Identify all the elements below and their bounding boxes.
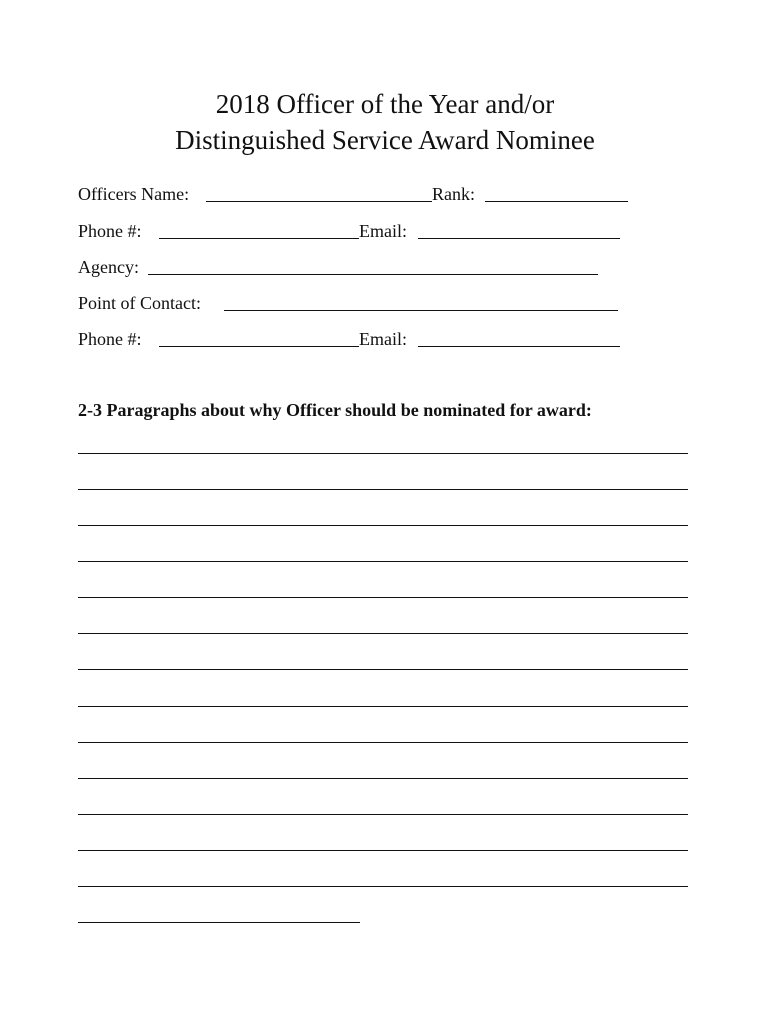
form-title-line-1: 2018 Officer of the Year and/or [215, 89, 555, 119]
paragraph-line[interactable] [78, 778, 688, 779]
paragraph-line[interactable] [78, 525, 688, 526]
paragraph-line[interactable] [78, 886, 688, 887]
contact-phone-label: Phone #: [78, 329, 142, 349]
point-of-contact-field[interactable] [224, 310, 618, 311]
rank-label: Rank: [432, 184, 475, 204]
agency-field[interactable] [148, 274, 598, 275]
form-title-line-2: Distinguished Service Award Nominee [175, 125, 595, 155]
phone-field[interactable] [159, 238, 359, 239]
paragraph-line[interactable] [78, 742, 688, 743]
email-label: Email: [359, 221, 407, 241]
contact-email-field[interactable] [418, 346, 620, 347]
officers-name-field[interactable] [206, 201, 432, 202]
contact-phone-field[interactable] [159, 346, 359, 347]
agency-row [78, 255, 638, 279]
paragraph-line[interactable] [78, 489, 688, 490]
phone-email-row-1 [78, 219, 638, 243]
paragraph-line[interactable] [78, 597, 688, 598]
paragraph-prompt-heading: 2-3 Paragraphs about why Officer should be nominated for award: [78, 400, 592, 420]
point-of-contact-row [78, 291, 638, 315]
officers-name-row [78, 182, 638, 206]
point-of-contact-label: Point of Contact: [78, 293, 201, 313]
phone-label: Phone #: [78, 221, 142, 241]
paragraph-line[interactable] [78, 669, 688, 670]
agency-label: Agency: [78, 257, 139, 277]
paragraph-line[interactable] [78, 453, 688, 454]
paragraph-line[interactable] [78, 633, 688, 634]
paragraph-line[interactable] [78, 814, 688, 815]
phone-email-row-2 [78, 327, 638, 351]
paragraph-line[interactable] [78, 706, 688, 707]
paragraph-line-last[interactable] [78, 922, 360, 923]
officers-name-label: Officers Name: [78, 184, 190, 204]
contact-email-label: Email: [359, 329, 407, 349]
paragraph-line[interactable] [78, 850, 688, 851]
rank-field[interactable] [485, 201, 628, 202]
paragraph-line[interactable] [78, 561, 688, 562]
email-field[interactable] [418, 238, 620, 239]
